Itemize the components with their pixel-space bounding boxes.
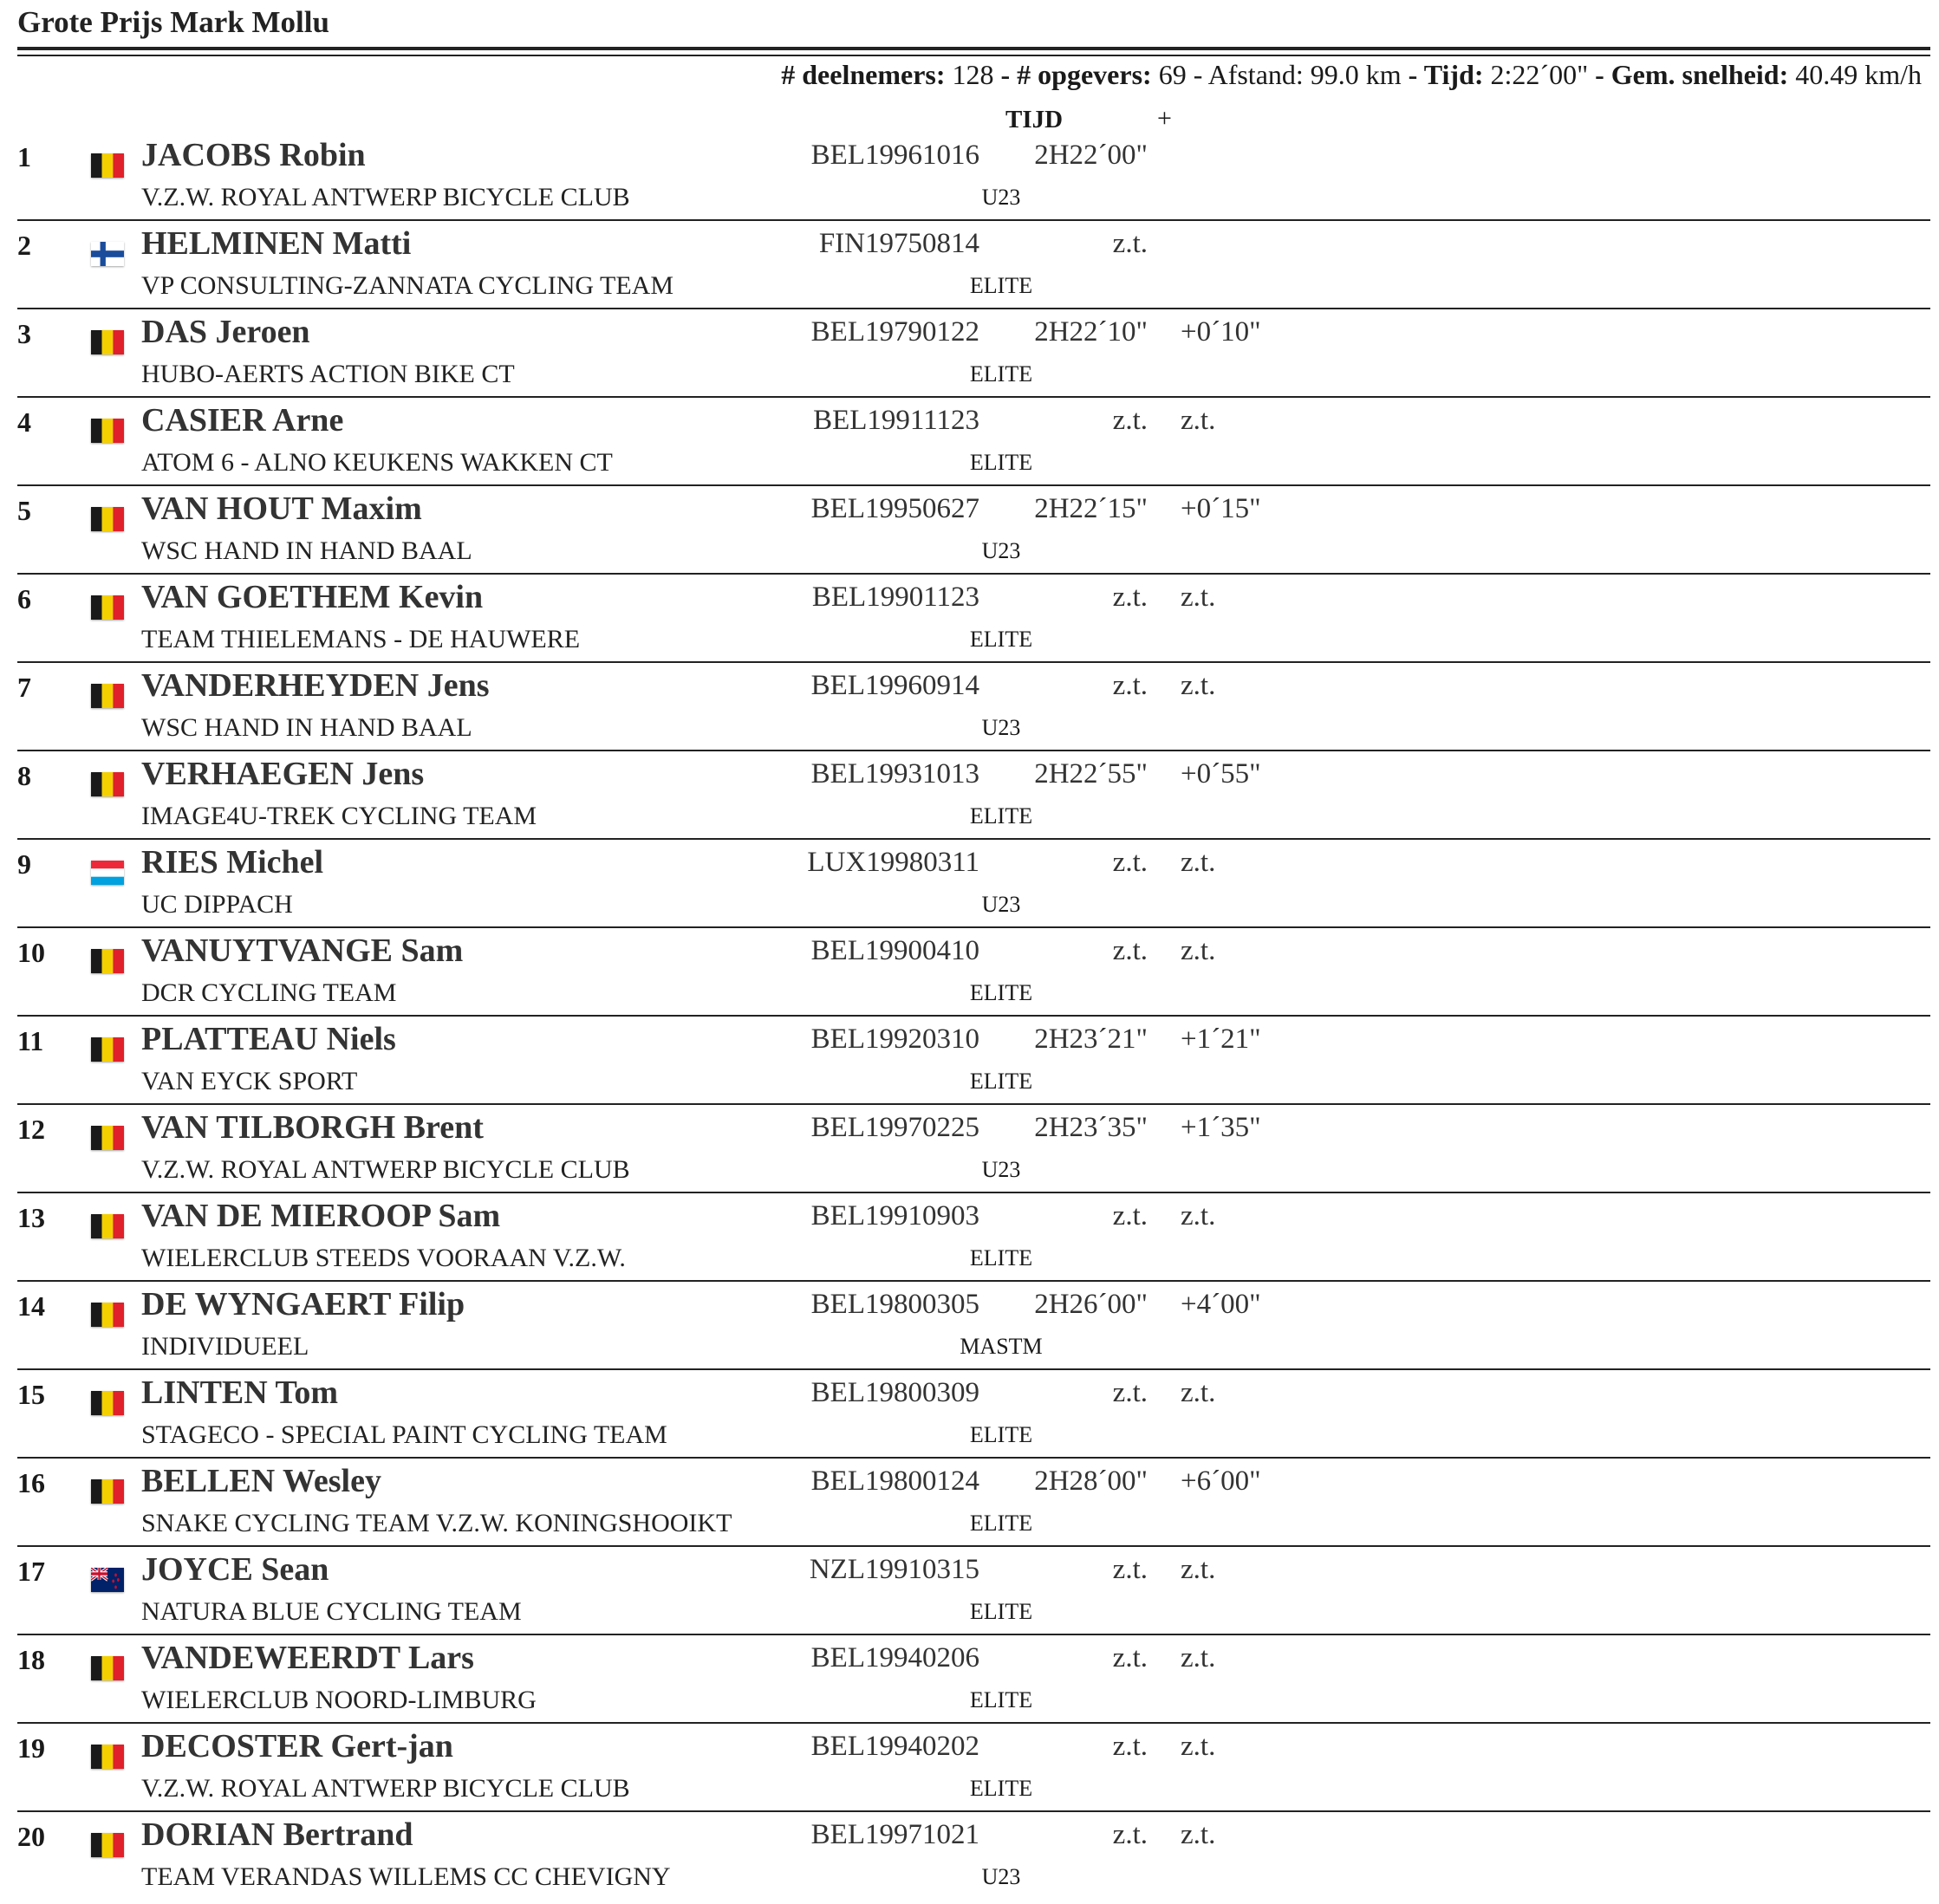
flag-bel-icon (91, 1391, 124, 1415)
time-gap: z.t. (1181, 582, 1216, 613)
uci-id: BEL19911123 (813, 405, 979, 436)
finish-time: 2H22´00" (1034, 140, 1148, 171)
team-name: SNAKE CYCLING TEAM V.Z.W. KONINGSHOOIKT (141, 1509, 732, 1537)
result-row (0, 575, 1939, 663)
time-column-header: TIJD (1005, 106, 1064, 133)
time-gap: z.t. (1181, 1731, 1216, 1762)
flag-lux-icon (91, 861, 124, 885)
title-rule-thin (17, 55, 1930, 56)
distance-label: - Afstand: (1193, 59, 1304, 90)
category: ELITE (969, 1245, 1033, 1270)
team-name: IMAGE4U-TREK CYCLING TEAM (141, 802, 537, 830)
uci-id: BEL19901123 (811, 582, 979, 613)
flag-bel-icon (91, 419, 124, 443)
time-gap: z.t. (1181, 1377, 1216, 1408)
rank: 15 (17, 1379, 45, 1410)
result-row (0, 1724, 1939, 1812)
rank: 17 (17, 1556, 45, 1587)
flag-bel-icon (91, 1479, 124, 1504)
finish-time: 2H28´00" (1034, 1465, 1148, 1497)
time-gap: +0´15" (1181, 493, 1261, 524)
team-name: TEAM THIELEMANS - DE HAUWERE (141, 625, 581, 653)
uci-id: BEL19800124 (810, 1465, 979, 1497)
flag-nzl-icon (91, 1568, 124, 1592)
team-name: VAN EYCK SPORT (141, 1067, 358, 1095)
rider-name: BELLEN Wesley (141, 1463, 381, 1499)
finish-time: 2H23´21" (1034, 1023, 1148, 1055)
uci-id: BEL19800305 (810, 1289, 979, 1320)
team-name: NATURA BLUE CYCLING TEAM (141, 1597, 522, 1626)
page-title: Grote Prijs Mark Mollu (17, 5, 329, 39)
time-value: 2:22´00" (1490, 59, 1589, 90)
finish-time: z.t. (1112, 1200, 1148, 1231)
rider-name: DECOSTER Gert-jan (141, 1728, 453, 1764)
uci-id: BEL19910903 (810, 1200, 979, 1231)
rank: 10 (17, 937, 45, 968)
rank: 8 (17, 760, 31, 791)
category: U23 (981, 892, 1021, 917)
result-row (0, 928, 1939, 1017)
rank: 11 (17, 1025, 44, 1056)
time-gap: z.t. (1181, 1200, 1216, 1231)
flag-bel-icon (91, 684, 124, 708)
rider-name: JOYCE Sean (141, 1551, 329, 1588)
flag-bel-icon (91, 1303, 124, 1327)
uci-id: BEL19971021 (810, 1819, 979, 1850)
time-gap: z.t. (1181, 1642, 1216, 1673)
result-row (0, 1547, 1939, 1635)
team-name: V.Z.W. ROYAL ANTWERP BICYCLE CLUB (141, 183, 630, 211)
team-name: STAGECO - SPECIAL PAINT CYCLING TEAM (141, 1420, 667, 1449)
uci-id: NZL19910315 (809, 1554, 979, 1585)
rider-name: CASIER Arne (141, 402, 344, 439)
finish-time: z.t. (1112, 228, 1148, 259)
team-name: V.Z.W. ROYAL ANTWERP BICYCLE CLUB (141, 1774, 630, 1803)
category: ELITE (969, 1776, 1033, 1801)
category: ELITE (969, 627, 1033, 652)
team-name: WSC HAND IN HAND BAAL (141, 536, 472, 565)
flag-bel-icon (91, 595, 124, 620)
finish-time: z.t. (1112, 670, 1148, 701)
uci-id: BEL19961016 (810, 140, 979, 171)
speed-value: 40.49 km/h (1795, 59, 1922, 90)
rank: 14 (17, 1290, 45, 1322)
rider-name: PLATTEAU Niels (141, 1021, 396, 1057)
rank: 19 (17, 1732, 45, 1764)
category: ELITE (969, 1069, 1033, 1094)
rider-name: LINTEN Tom (141, 1374, 339, 1411)
uci-id: BEL19931013 (810, 758, 979, 790)
team-name: DCR CYCLING TEAM (141, 978, 397, 1007)
result-row (0, 133, 1939, 221)
uci-id: BEL19900410 (810, 935, 979, 966)
result-row (0, 1105, 1939, 1193)
flag-bel-icon (91, 949, 124, 973)
rider-name: VANUYTVANGE Sam (141, 933, 464, 969)
time-gap: +0´55" (1181, 758, 1261, 790)
gap-column-header: + (1157, 104, 1172, 133)
result-row (0, 1193, 1939, 1282)
finish-time: z.t. (1112, 847, 1148, 878)
team-name: WIELERCLUB NOORD-LIMBURG (141, 1686, 537, 1714)
time-gap: +4´00" (1181, 1289, 1261, 1320)
title-rule (17, 47, 1930, 50)
rank: 6 (17, 583, 31, 614)
rank: 16 (17, 1467, 45, 1498)
category: U23 (981, 1864, 1021, 1889)
dropouts-value: 69 (1158, 59, 1187, 90)
result-row (0, 1017, 1939, 1105)
rider-name: VAN GOETHEM Kevin (141, 579, 484, 615)
team-name: UC DIPPACH (141, 890, 293, 919)
flag-bel-icon (91, 507, 124, 531)
result-row (0, 1635, 1939, 1724)
rider-name: DAS Jeroen (141, 314, 310, 350)
time-gap: +1´35" (1181, 1112, 1261, 1143)
finish-time: z.t. (1112, 405, 1148, 436)
category: ELITE (969, 803, 1033, 829)
time-gap: z.t. (1181, 935, 1216, 966)
team-name: HUBO-AERTS ACTION BIKE CT (141, 360, 515, 388)
category: ELITE (969, 450, 1033, 475)
category: U23 (981, 715, 1021, 740)
result-row (0, 1370, 1939, 1459)
rider-name: VANDERHEYDEN Jens (141, 667, 490, 704)
time-label: - Tijd: (1408, 59, 1484, 90)
rank: 1 (17, 141, 31, 172)
rank: 7 (17, 672, 31, 703)
rank: 9 (17, 848, 31, 880)
uci-id: BEL19940202 (810, 1731, 979, 1762)
result-row (0, 1812, 1939, 1901)
rank: 4 (17, 406, 31, 438)
uci-id: BEL19790122 (810, 316, 979, 348)
flag-bel-icon (91, 153, 124, 178)
speed-label: - Gem. snelheid: (1595, 59, 1789, 90)
rider-name: VERHAEGEN Jens (141, 756, 425, 792)
uci-id: BEL19950627 (810, 493, 979, 524)
result-row (0, 221, 1939, 309)
finish-time: z.t. (1112, 1819, 1148, 1850)
rider-name: VAN DE MIEROOP Sam (141, 1198, 501, 1234)
time-gap: z.t. (1181, 847, 1216, 878)
rank: 18 (17, 1644, 45, 1675)
category: ELITE (969, 361, 1033, 387)
category: MASTM (960, 1334, 1043, 1359)
team-name: WSC HAND IN HAND BAAL (141, 713, 472, 742)
participants-value: 128 (952, 59, 994, 90)
time-gap: z.t. (1181, 405, 1216, 436)
time-gap: z.t. (1181, 1819, 1216, 1850)
result-row (0, 663, 1939, 751)
rider-name: VANDEWEERDT Lars (141, 1640, 474, 1676)
rank: 2 (17, 230, 31, 261)
category: ELITE (969, 1422, 1033, 1447)
time-gap: +6´00" (1181, 1465, 1261, 1497)
category: U23 (981, 538, 1021, 563)
finish-time: 2H23´35" (1034, 1112, 1148, 1143)
result-row (0, 1459, 1939, 1547)
team-name: ATOM 6 - ALNO KEUKENS WAKKEN CT (141, 448, 613, 477)
time-gap: +1´21" (1181, 1023, 1261, 1055)
flag-bel-icon (91, 1833, 124, 1857)
flag-fin-icon (91, 242, 124, 266)
rider-name: RIES Michel (141, 844, 324, 881)
rider-name: DORIAN Bertrand (141, 1816, 413, 1853)
flag-bel-icon (91, 1656, 124, 1680)
team-name: VP CONSULTING-ZANNATA CYCLING TEAM (141, 271, 674, 300)
uci-id: BEL19970225 (810, 1112, 979, 1143)
finish-time: z.t. (1112, 935, 1148, 966)
rider-name: HELMINEN Matti (141, 225, 412, 262)
rank: 20 (17, 1821, 45, 1852)
flag-bel-icon (91, 330, 124, 354)
uci-id: LUX19980311 (807, 847, 979, 878)
uci-id: BEL19920310 (810, 1023, 979, 1055)
rider-name: JACOBS Robin (141, 137, 366, 173)
result-row (0, 1282, 1939, 1370)
category: U23 (981, 185, 1021, 210)
uci-id: FIN19750814 (818, 228, 979, 259)
rider-name: VAN TILBORGH Brent (141, 1109, 484, 1146)
race-summary (781, 59, 1922, 91)
rank: 12 (17, 1114, 45, 1145)
finish-time: 2H26´00" (1034, 1289, 1148, 1320)
finish-time: z.t. (1112, 1731, 1148, 1762)
time-gap: z.t. (1181, 1554, 1216, 1585)
flag-bel-icon (91, 1745, 124, 1769)
finish-time: 2H22´55" (1034, 758, 1148, 790)
participants-label: # deelnemers: (781, 59, 946, 90)
finish-time: 2H22´15" (1034, 493, 1148, 524)
dropouts-label: - # opgevers: (1000, 59, 1152, 90)
team-name: INDIVIDUEEL (141, 1332, 309, 1361)
finish-time: 2H22´10" (1034, 316, 1148, 348)
rider-name: VAN HOUT Maxim (141, 491, 422, 527)
team-name: WIELERCLUB STEEDS VOORAAN V.Z.W. (141, 1244, 626, 1272)
result-row (0, 398, 1939, 486)
finish-time: z.t. (1112, 582, 1148, 613)
category: U23 (981, 1157, 1021, 1182)
finish-time: z.t. (1112, 1377, 1148, 1408)
finish-time: z.t. (1112, 1554, 1148, 1585)
category: ELITE (969, 1687, 1033, 1712)
uci-id: BEL19940206 (810, 1642, 979, 1673)
rank: 5 (17, 495, 31, 526)
rank: 3 (17, 318, 31, 349)
uci-id: BEL19800309 (810, 1377, 979, 1408)
time-gap: +0´10" (1181, 316, 1261, 348)
time-gap: z.t. (1181, 670, 1216, 701)
result-row (0, 840, 1939, 928)
result-row (0, 486, 1939, 575)
flag-bel-icon (91, 1126, 124, 1150)
category: ELITE (969, 1511, 1033, 1536)
result-row (0, 751, 1939, 840)
rank: 13 (17, 1202, 45, 1233)
category: ELITE (969, 1599, 1033, 1624)
category: ELITE (969, 980, 1033, 1005)
category: ELITE (969, 273, 1033, 298)
team-name: TEAM VERANDAS WILLEMS CC CHEVIGNY (141, 1862, 671, 1891)
rider-name: DE WYNGAERT Filip (141, 1286, 465, 1322)
flag-bel-icon (91, 772, 124, 796)
flag-bel-icon (91, 1037, 124, 1062)
finish-time: z.t. (1112, 1642, 1148, 1673)
result-row (0, 309, 1939, 398)
uci-id: BEL19960914 (810, 670, 979, 701)
team-name: V.Z.W. ROYAL ANTWERP BICYCLE CLUB (141, 1155, 630, 1184)
flag-bel-icon (91, 1214, 124, 1238)
distance-value: 99.0 km (1310, 59, 1402, 90)
